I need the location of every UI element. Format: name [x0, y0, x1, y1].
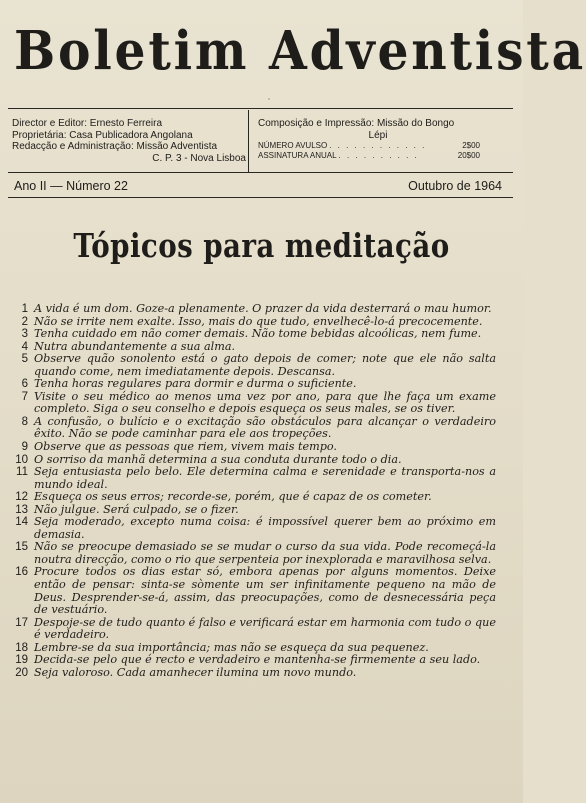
topic-text: Despoje-se de tudo quanto é falso e verificará estar em harmonia com tudo o que é verdadeiro.	[34, 615, 496, 642]
topic-number: 13	[15, 503, 28, 516]
info-rule-bottom	[8, 172, 513, 173]
topic-text: Observe que as pessoas que riem, vivem mais tempo.	[34, 440, 337, 454]
topic-item	[14, 353, 496, 378]
topic-number: 19	[15, 654, 28, 667]
topic-number: 9	[21, 441, 28, 454]
topic-text: O sorriso da manhã determina a sua conduta durante todo o dia.	[34, 452, 402, 466]
printing-info	[258, 118, 508, 161]
topic-text: Seja valoroso. Cada amanhecer ilumina um novo mundo.	[34, 665, 357, 679]
topic-number: 5	[21, 353, 28, 366]
info-divider	[248, 110, 249, 172]
topic-text: Visite o seu médico ao menos uma vez por ano, para que lhe faça um exame completo. Siga o seu conselho e depois esqueça os seus males, se os tiver.	[34, 389, 496, 416]
topic-text: Seja entusiasta pelo belo. Ele determina calma e serenidade e transporta-nos a mundo ideal.	[34, 465, 496, 491]
topic-text: A vida é um dom. Goze-a plenamente. O prazer da vida desterrará o mau humor.	[34, 302, 492, 315]
topic-item	[14, 617, 496, 642]
topic-item	[14, 516, 496, 541]
topic-text: Nutra abundantemente a sua alma.	[34, 339, 236, 353]
topic-text: Observe quão sonolento está o gato depois de comer; note que ele não salta quando come, nem imediatamente depois. Descansa.	[34, 352, 496, 378]
topic-item	[14, 391, 496, 416]
topic-item	[14, 566, 496, 616]
topic-item	[14, 667, 496, 680]
topic-number: 7	[21, 390, 28, 403]
topic-item	[14, 466, 496, 491]
topic-number: 16	[15, 566, 28, 579]
topic-item	[14, 541, 496, 566]
address-line: C. P. 3 - Nova Lisboa	[152, 152, 246, 164]
masthead-title: Boletim Adventista	[14, 20, 586, 82]
topic-text: Decida-se pelo que é recto e verdadeiro e mantenha-se firmemente a seu lado.	[34, 653, 481, 667]
place-line: Lépi	[368, 129, 388, 141]
topic-text: Não se preocupe demasiado se se mudar o curso da sua vida. Pode recomeçá-la noutra direcção, como o rio que serpenteia por inexplorada e maravilhosa selva.	[34, 540, 496, 566]
editorial-info	[12, 118, 248, 164]
topic-text: Tenha horas regulares para dormir e durma o suficiente.	[34, 377, 357, 391]
topic-number: 14	[15, 516, 28, 529]
topics-list	[14, 303, 496, 679]
composition-line: Composição e Impressão: Missão do Bongo	[258, 118, 455, 129]
masthead-rule-top	[8, 108, 513, 109]
topic-number: 6	[21, 378, 28, 391]
topic-text: Tenha cuidado em não comer demais. Não tome bebidas alcoólicas, nem fume.	[34, 327, 482, 341]
topic-text: Lembre-se da sua importância; mas não se esqueça da sua pequenez.	[34, 640, 429, 654]
topic-number: 12	[15, 491, 28, 504]
topic-number: 1	[21, 303, 28, 315]
issue-bar	[14, 178, 502, 194]
price-row-single: NÚMERO AVULSO . . . . . . . . . . . . 2$00	[258, 141, 480, 150]
issue-rule-bottom	[8, 197, 513, 198]
topic-number: 4	[21, 340, 28, 353]
issue-number: Ano II — Número 22	[14, 179, 128, 193]
topic-number: 3	[21, 328, 28, 341]
topic-number: 10	[15, 453, 28, 466]
price-row-annual: ASSINATURA ANUAL . . . . . . . . . . 20$00	[258, 151, 480, 160]
topic-item	[14, 416, 496, 441]
admin-line: Redacção e Administração: Missão Adventista	[12, 141, 218, 152]
issue-date: Outubro de 1964	[408, 179, 502, 193]
topic-number: 18	[15, 641, 28, 654]
topic-number: 2	[21, 315, 28, 328]
topic-text: Procure todos os dias estar só, embora apenas por alguns momentos. Deixe então de pensar: sinta-se sòmente um ser infinitamente pequeno na mão de Deus. Desprender-se-á, assim, das preocupações, como de desnecessária peça de vestuário.	[34, 565, 496, 617]
topic-text: A confusão, o bulício e o excitação são obstáculos para alcançar o verdadeiro êxito. Não se pode caminhar para ele aos tropeções.	[34, 414, 496, 441]
director-line: Director e Editor: Ernesto Ferreira	[12, 118, 163, 129]
topic-number: 8	[21, 415, 28, 428]
topic-number: 17	[15, 616, 28, 629]
article-headline: Tópicos para meditação	[73, 226, 450, 265]
publication-info	[8, 110, 513, 172]
topic-number: 20	[15, 666, 28, 679]
topic-text: Esqueça os seus erros; recorde-se, porém, que é capaz de os cometer.	[34, 490, 432, 504]
topic-number: 15	[15, 541, 28, 554]
topic-text: Seja moderado, excepto numa coisa: é impossível querer bem ao próximo em demasia.	[34, 515, 496, 541]
paper-speck	[268, 98, 270, 100]
topic-text: Não se irrite nem exalte. Isso, mais do que tudo, envelhecê-lo-á precocemente.	[34, 314, 483, 328]
topic-text: Não julgue. Será culpado, se o fizer.	[34, 502, 239, 516]
topic-number: 11	[16, 466, 28, 479]
owner-line: Proprietária: Casa Publicadora Angolana	[12, 129, 193, 141]
